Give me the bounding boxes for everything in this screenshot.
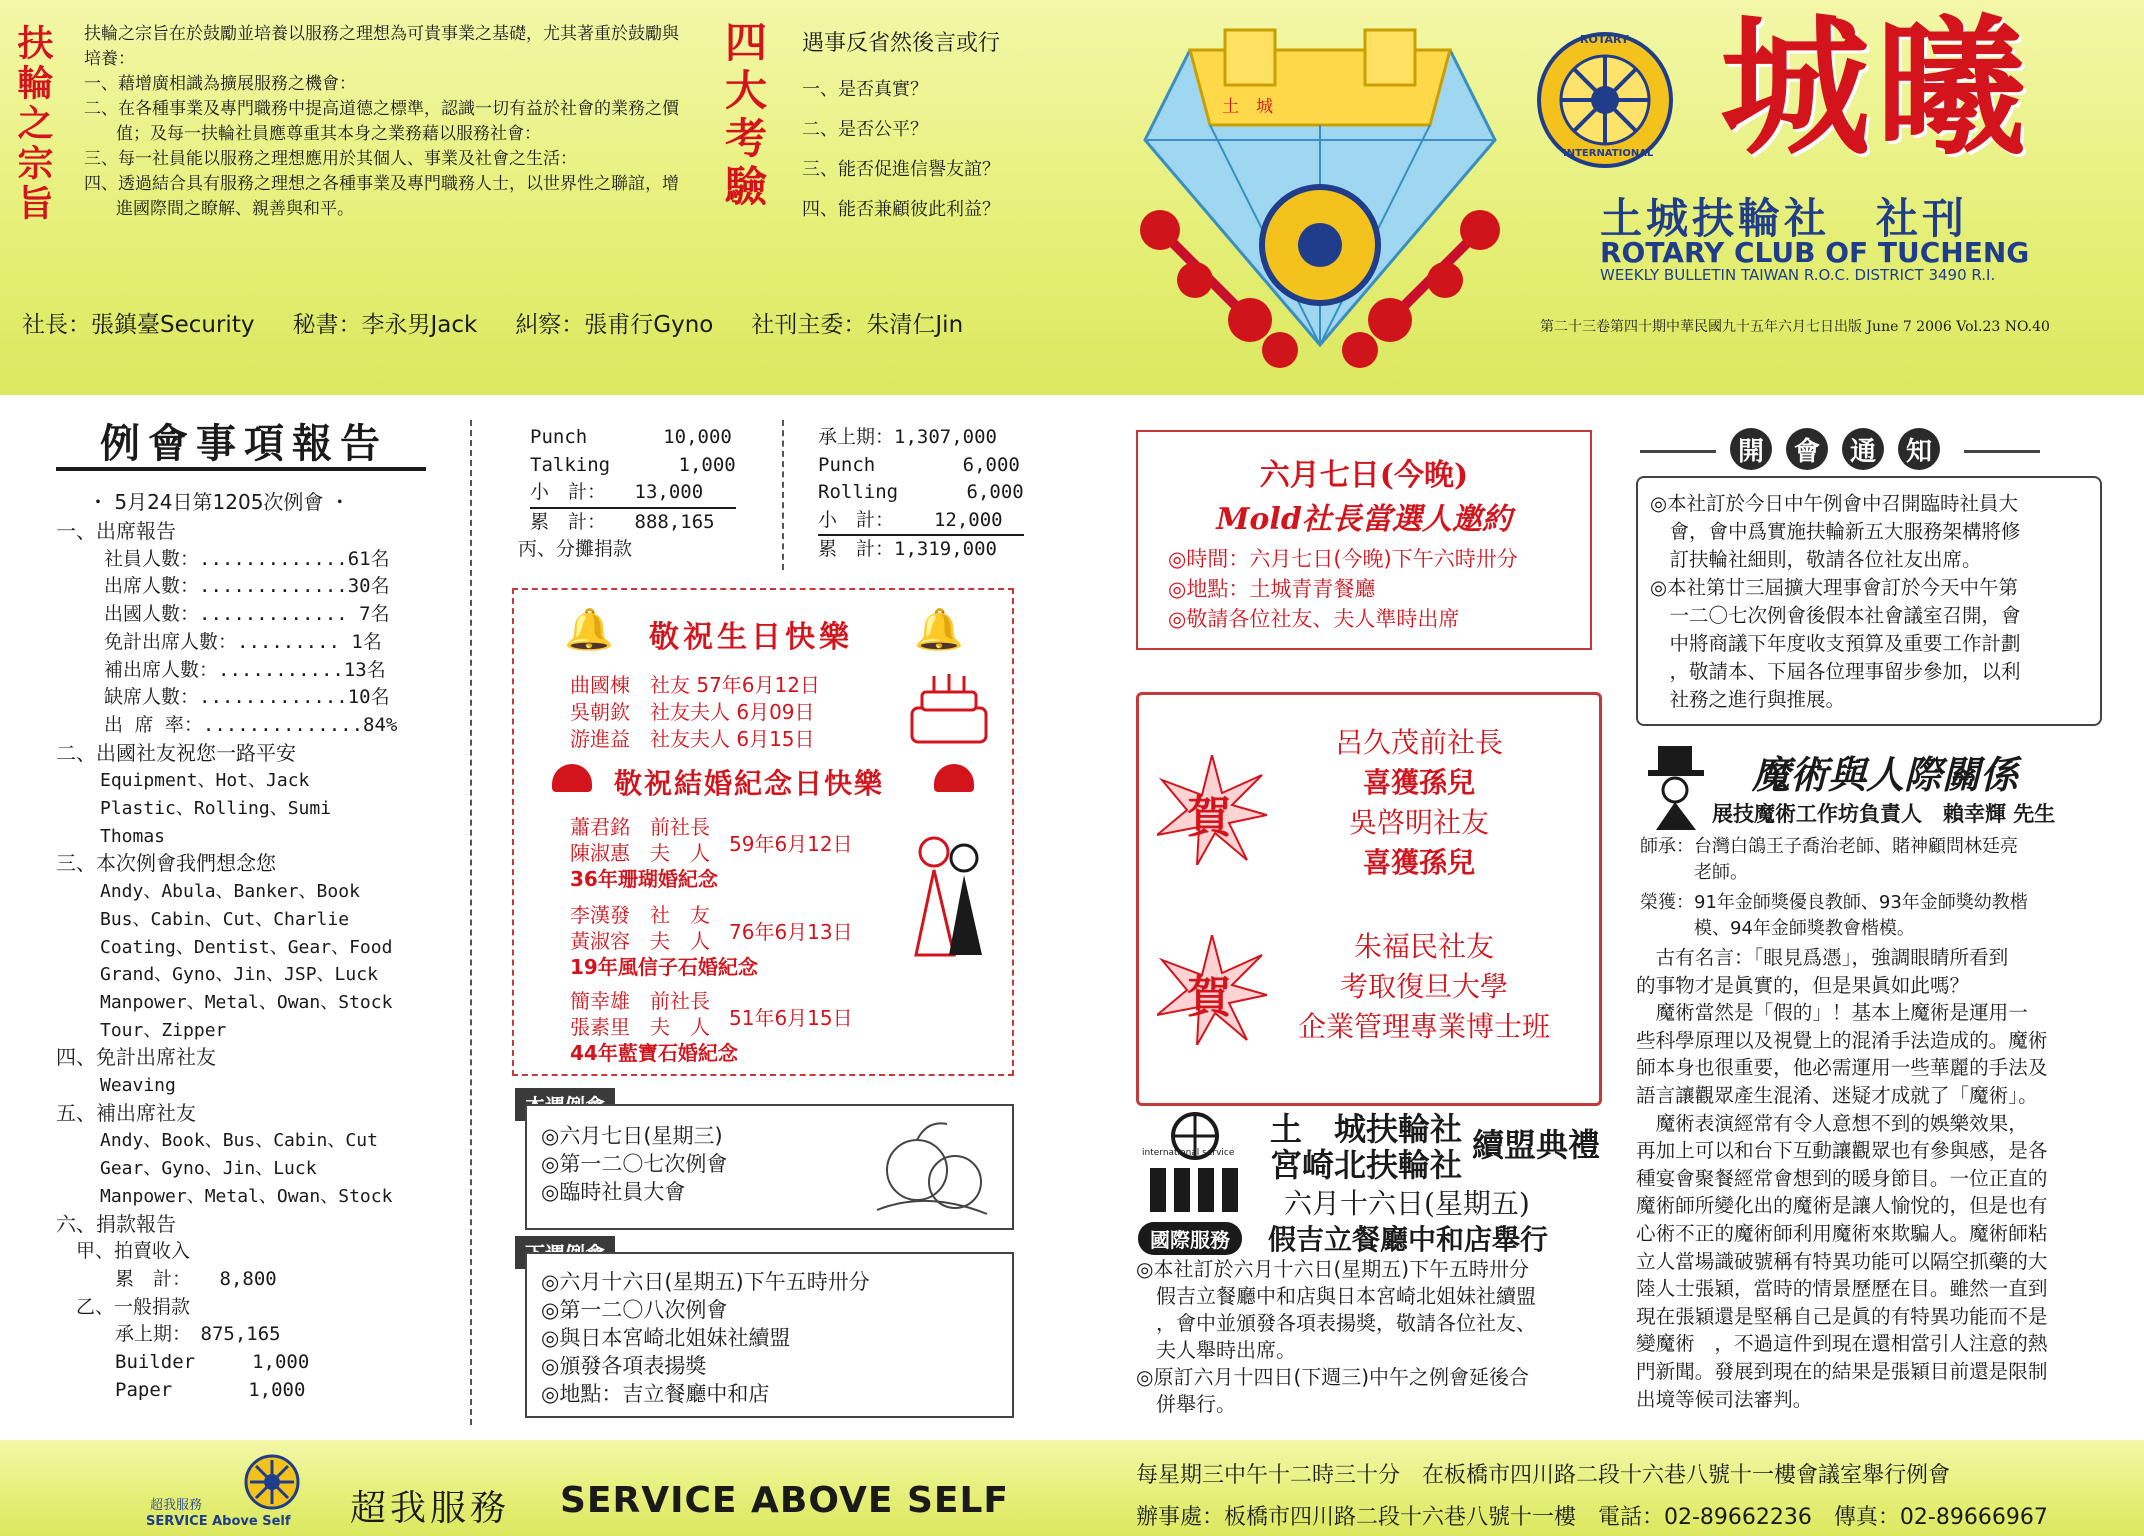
magic-body bbox=[1636, 944, 2047, 1413]
report-meeting: ・ 5月24日第1205次例會 ・ bbox=[88, 490, 350, 514]
masthead-title: 城曦 bbox=[1720, 0, 2033, 176]
report-heading: 三、本次例會我們想念您 bbox=[56, 851, 276, 876]
congrats-line: 朱福民社友 bbox=[1353, 930, 1494, 963]
magic-body-line: 魔術當然是「假的」！基本上魔術是運用一 bbox=[1636, 1001, 2028, 1025]
this-week-list bbox=[541, 1122, 727, 1206]
attendance-row: 免計出席人數：......... 1名 bbox=[104, 630, 382, 653]
report-sections bbox=[56, 518, 456, 1405]
officer-secretary: 秘書：李永男Jack bbox=[292, 312, 478, 338]
donation-row: Builder 1,000 bbox=[96, 1351, 310, 1374]
tenets-title: 扶輪之宗旨 bbox=[12, 24, 53, 224]
member-row: Gear、Gyno、Jin、Luck bbox=[100, 1158, 317, 1180]
anniversary-title: 敬祝結婚紀念日快樂 bbox=[614, 767, 885, 800]
donation-row: Talking 1,000 bbox=[530, 453, 736, 476]
sister-body-line: ◎原訂六月十四日(下週三)中午之例會延後合 bbox=[1136, 1365, 1530, 1389]
tonight-title: 六月七日(今晚) bbox=[1259, 458, 1469, 493]
four-way-item: 一、是否真實？ bbox=[802, 79, 928, 100]
donation-row: 乙、一般捐款 bbox=[76, 1295, 191, 1318]
tonight-list bbox=[1168, 544, 1518, 634]
officer-editor: 社刊主委：朱清仁Jin bbox=[751, 312, 964, 338]
donation-row: Rolling 6,000 bbox=[818, 481, 1024, 503]
tucheng-emblem-icon bbox=[1130, 20, 1510, 380]
attendance-row: 補出席人數：...........13名 bbox=[104, 658, 386, 681]
attendance-row: 缺席人數：.............10名 bbox=[104, 686, 390, 709]
donation-row: Paper 1,000 bbox=[96, 1378, 306, 1401]
anniversary-entry bbox=[570, 814, 718, 892]
notice-line: ◎本社訂於今日中午例會中召開臨時社員大 bbox=[1650, 492, 2019, 515]
column-divider bbox=[782, 420, 784, 570]
four-way-item: 三、能否促進信譽友誼？ bbox=[802, 159, 1000, 180]
member-row: Weaving bbox=[100, 1075, 176, 1097]
congrats-box bbox=[1136, 692, 1602, 1106]
member-list bbox=[56, 1127, 456, 1210]
report-heading: 六、捐款報告 bbox=[56, 1211, 176, 1236]
four-way-test bbox=[802, 26, 1062, 221]
donation-row: 累 計： 8,800 bbox=[96, 1267, 277, 1290]
next-week-item: ◎地點：吉立餐廳中和店 bbox=[541, 1382, 770, 1406]
notice-title-char: 知 bbox=[1898, 428, 1940, 470]
sister-body bbox=[1136, 1256, 1536, 1418]
magic-body-line: 種宴會聚餐經常會想到的暖身節目。一位正直的 bbox=[1636, 1166, 2048, 1190]
anniv-note: 44年藍寶石婚紀念 bbox=[570, 1041, 738, 1065]
donation-row: 承上期： 875,165 bbox=[96, 1323, 281, 1346]
next-week-item: ◎與日本宮崎北姐妹社續盟 bbox=[541, 1326, 791, 1350]
notice-line: 一二〇七次例會後假本社會議室召開，會 bbox=[1650, 604, 2021, 627]
donation-row: 丙、分攤捐款 bbox=[518, 538, 633, 560]
notice-rule bbox=[1640, 450, 1716, 453]
member-list bbox=[56, 1072, 456, 1100]
magic-teacher-line: 師承：台灣白鴿王子喬治老師、賭神顧問林廷亮 bbox=[1640, 836, 2018, 857]
notice-line: 中將商議下年度收支預算及重要工作計劃 bbox=[1650, 632, 2021, 655]
donations-right bbox=[818, 424, 1024, 564]
tenets-item: 三、每一社員能以服務之理想應用於其個人、事業及社會之生活： bbox=[84, 149, 577, 169]
congrats-mark: 賀 bbox=[1187, 792, 1231, 843]
congrats-line: 呂久茂前社長 bbox=[1334, 726, 1503, 759]
cake-icon bbox=[904, 670, 994, 750]
anniv-name: 蕭君銘 前社長 bbox=[570, 815, 710, 839]
tonight-item: ◎時間：六月七日(今晚)下午六時卅分 bbox=[1168, 547, 1518, 571]
magic-body-line: 變魔術 ，不過這件到現在還相當引人注意的熱 bbox=[1636, 1332, 2048, 1356]
member-row: Thomas bbox=[100, 825, 166, 847]
this-week-box bbox=[525, 1104, 1014, 1230]
tenets-item: 四、透過結合具有服務之理想之各種事業及專門職務人士，以世界性之聯誼，增進國際間之瞭解、親善與和平。 bbox=[84, 174, 679, 219]
notice-body bbox=[1650, 490, 2021, 714]
report-heading: 五、補出席社友 bbox=[56, 1100, 196, 1125]
tonight-item: ◎敬請各位社友、夫人準時出席 bbox=[1168, 607, 1460, 631]
congrats-line: 企業管理專業博士班 bbox=[1297, 1010, 1550, 1043]
emblem-label: 土 城 bbox=[1222, 97, 1273, 117]
congrats-line: 吳啓明社友 bbox=[1348, 806, 1489, 839]
logo-text-top: ROTARY bbox=[1580, 33, 1629, 46]
anniv-hat-icon bbox=[934, 764, 974, 792]
sister-line-1: 土 城扶輪社 bbox=[1270, 1110, 1463, 1148]
next-week-item: ◎第一二〇八次例會 bbox=[541, 1298, 728, 1322]
birthday-row: 游進益 社友夫人 6月15日 bbox=[570, 727, 815, 751]
member-row: Equipment、Hot、Jack bbox=[100, 770, 310, 792]
intl-service-zh: 國際服務 bbox=[1138, 1222, 1242, 1255]
magic-teacher-line: 老師。 bbox=[1640, 862, 1748, 883]
column-divider bbox=[470, 420, 472, 1425]
congrats-line: 喜獲孫兒 bbox=[1362, 766, 1475, 799]
anniv-date: 51年6月15日 bbox=[729, 1006, 853, 1030]
tonight-item: ◎地點：土城青青餐廳 bbox=[1168, 577, 1376, 601]
next-week-list bbox=[541, 1268, 870, 1408]
notice-title-char: 通 bbox=[1842, 428, 1884, 470]
footer-motto-en: SERVICE ABOVE SELF bbox=[560, 1480, 1010, 1521]
birthday-box bbox=[512, 588, 1014, 1076]
next-week-item: ◎頒發各項表揚獎 bbox=[541, 1354, 707, 1378]
notice-line: 訂扶輪社細則，敬請各位社友出席。 bbox=[1650, 548, 1982, 571]
footer-motto-zh: 超我服務 bbox=[350, 1488, 511, 1529]
magic-body-line: 陸人士張穎，當時的情景歷歷在目。雖然一直到 bbox=[1636, 1277, 2048, 1301]
member-row: Grand、Gyno、Jin、JSP、Luck bbox=[100, 964, 378, 986]
donation-list bbox=[56, 1238, 456, 1404]
club-sub-en: WEEKLY BULLETIN TAIWAN R.O.C. DISTRICT 3490 R.I. bbox=[1600, 266, 1996, 284]
magic-body-line: 魔術師所變化出的魔術是讓人愉悅的，但是也有 bbox=[1636, 1194, 2048, 1218]
footer-small-en: SERVICE Above Self bbox=[146, 1514, 291, 1529]
tenets-item: 一、藉增廣相識為擴展服務之機會： bbox=[84, 74, 356, 94]
officer-sergeant: 糾察：張甫行Gyno bbox=[515, 312, 714, 338]
notice-title-char: 會 bbox=[1786, 428, 1828, 470]
magic-body-line: 師本身也很重要，他必需運用一些華麗的手法及 bbox=[1636, 1056, 2048, 1080]
birthday-row: 吳朝欽 社友夫人 6月09日 bbox=[570, 700, 815, 724]
attendance-row: 出國人數：............. 7名 bbox=[104, 603, 390, 626]
notice-title bbox=[1730, 428, 1940, 470]
anniv-note: 36年珊瑚婚紀念 bbox=[570, 867, 718, 891]
notice-line: ◎本社第廿三屆擴大理事會訂於今天中午第 bbox=[1650, 576, 2019, 599]
anniv-hat-icon bbox=[552, 764, 592, 792]
issue-line: 第二十三卷第四十期中華民國九十五年六月七日出版 June 7 2006 Vol.23 NO.40 bbox=[1540, 319, 2050, 335]
magic-body-line: 的事物才是眞實的，但是果眞如此嗎？ bbox=[1636, 973, 1970, 997]
member-row: Tour、Zipper bbox=[100, 1019, 227, 1041]
attendance-row: 出 席 率：..............84% bbox=[104, 713, 398, 736]
member-row: Plastic、Rolling、Sumi bbox=[100, 798, 332, 820]
birthday-title: 敬祝生日快樂 bbox=[649, 620, 853, 655]
tenets-text bbox=[84, 22, 684, 222]
sister-side: 續盟典禮 bbox=[1472, 1126, 1601, 1164]
magic-honors-line: 模、94年金師獎教會楷模。 bbox=[1640, 918, 1915, 939]
magic-body-line: 語言讓觀眾產生混淆、迷疑才成就了「魔術」。 bbox=[1636, 1083, 2038, 1107]
anniv-name: 李漢發 社 友 bbox=[570, 903, 710, 927]
sister-body-line: ◎本社訂於六月十六日(星期五)下午五時卅分 bbox=[1136, 1257, 1530, 1281]
magic-body-line: 些科學原理以及視覺上的混淆手法造成的。魔術 bbox=[1636, 1028, 2048, 1052]
notice-line: 社務之進行與推展。 bbox=[1650, 688, 1846, 711]
anniversary-entry bbox=[570, 988, 738, 1066]
four-way-item: 四、能否兼顧彼此利益？ bbox=[802, 199, 1000, 220]
footer-small-label: 超我服務 bbox=[150, 1498, 203, 1513]
member-row: Manpower、Metal、Owan、Stock bbox=[100, 1185, 393, 1207]
rotary-wheel-small-icon bbox=[244, 1454, 300, 1510]
magic-body-line: 出境等候司法審判。 bbox=[1636, 1387, 1813, 1411]
intl-service-label: international service bbox=[1142, 1148, 1235, 1158]
donation-row: 累 計： 888,165 bbox=[530, 510, 715, 533]
member-row: Bus、Cabin、Cut、Charlie bbox=[100, 908, 350, 930]
club-name-zh: 土城扶輪社 社刊 bbox=[1600, 194, 1969, 243]
tonight-subtitle: Mold社長當選人邀約 bbox=[1216, 502, 1512, 537]
donation-row: Punch 6,000 bbox=[818, 453, 1020, 476]
congrats-block-1 bbox=[1259, 723, 1579, 883]
fruit-sketch-icon bbox=[867, 1110, 997, 1222]
notice-box bbox=[1636, 476, 2102, 726]
report-title: 例會事項報告 bbox=[100, 420, 388, 467]
anniv-note: 19年風信子石婚紀念 bbox=[570, 955, 758, 979]
notice-line: 會，會中爲實施扶輪新五大服務架構將修 bbox=[1650, 520, 2021, 543]
sister-body-line: 夫人舉時出席。 bbox=[1136, 1338, 1296, 1362]
anniv-date: 76年6月13日 bbox=[729, 920, 853, 944]
four-way-intro: 遇事反省然後言或行 bbox=[802, 31, 1001, 56]
anniv-name: 張素里 夫 人 bbox=[570, 1015, 710, 1039]
anniv-date: 59年6月12日 bbox=[729, 832, 853, 856]
couple-icon bbox=[904, 830, 994, 960]
member-list bbox=[56, 767, 456, 850]
member-row: Andy、Abula、Banker、Book bbox=[100, 881, 360, 903]
club-name-en: ROTARY CLUB OF TUCHENG bbox=[1600, 236, 2030, 269]
congrats-mark: 賀 bbox=[1187, 972, 1231, 1023]
notice-rule bbox=[1964, 450, 2040, 453]
member-row: Andy、Book、Bus、Cabin、Cut bbox=[100, 1130, 378, 1152]
magic-body-line: 心術不正的魔術師利用魔術來欺騙人。魔術師粘 bbox=[1636, 1221, 2048, 1245]
notice-line: ，敬請本、下屆各位理事留步參加，以利 bbox=[1650, 660, 2021, 683]
four-way-title: 四大考驗 bbox=[719, 20, 768, 212]
this-week-item: ◎臨時社員大會 bbox=[541, 1180, 686, 1204]
sister-line-2: 宮崎北扶輪社 bbox=[1270, 1146, 1463, 1184]
tenets-intro: 扶輪之宗旨在於鼓勵並培養以服務之理想為可貴事業之基礎，尤其著重於鼓勵與培養： bbox=[84, 24, 679, 69]
magic-byline: 展技魔術工作坊負責人 賴幸輝 先生 bbox=[1712, 802, 2056, 826]
magic-body-line: 再加上可以和台下互動讓觀眾也有參與感，是各 bbox=[1636, 1139, 2048, 1163]
magic-body-line: 門新聞。發展到現在的結果是張穎目前還是限制 bbox=[1636, 1359, 2048, 1383]
magic-honors bbox=[1640, 890, 2028, 942]
report-heading: 二、出國社友祝您一路平安 bbox=[56, 740, 296, 765]
next-week-box bbox=[525, 1252, 1014, 1418]
magic-title: 魔術與人際關係 bbox=[1752, 752, 2019, 797]
sister-venue: 假吉立餐廳中和店舉行 bbox=[1268, 1223, 1549, 1256]
tonight-box bbox=[1136, 430, 1592, 650]
footer-office-line: 辦事處：板橋市四川路二段十六巷八號十一樓 電話：02-89662236 傳真：02-89666967 bbox=[1136, 1505, 2048, 1530]
magic-teacher bbox=[1640, 834, 2018, 886]
tenets-item: 二、在各種事業及專門職務中提高道德之標準，認識一切有益於社會的業務之價值；及每一扶輪社員應尊重其本身之業務藉以服務社會： bbox=[84, 99, 679, 144]
magic-body-line: 立人當場識破號稱有特異功能可以隔空抓藥的大 bbox=[1636, 1249, 2048, 1273]
magician-icon bbox=[1644, 744, 1714, 832]
officers-row bbox=[22, 306, 1122, 339]
attendance-row: 出席人數：.............30名 bbox=[104, 575, 390, 598]
report-title-rule bbox=[56, 467, 426, 471]
donation-row: 累 計：1,319,000 bbox=[818, 538, 997, 560]
donation-row: 甲、拍賣收入 bbox=[76, 1240, 191, 1263]
member-row: Manpower、Metal、Owan、Stock bbox=[100, 991, 393, 1013]
anniv-name: 陳淑惠 夫 人 bbox=[570, 841, 710, 865]
magic-body-line: 現在張穎還是堅稱自己是眞的有特異功能而不是 bbox=[1636, 1304, 2048, 1328]
anniv-name: 簡幸雄 前社長 bbox=[570, 989, 710, 1013]
this-week-item: ◎六月七日(星期三) bbox=[541, 1124, 723, 1148]
magic-body-line: 魔術表演經常有令人意想不到的娛樂效果， bbox=[1636, 1111, 2028, 1135]
sister-body-line: 併舉行。 bbox=[1136, 1392, 1236, 1416]
donations-mid bbox=[518, 424, 736, 564]
officer-president: 社長：張鎮臺Security bbox=[22, 312, 255, 338]
bell-icon: 🔔 bbox=[914, 607, 964, 653]
donation-row: 小 計： 13,000 bbox=[530, 479, 736, 509]
sister-body-line: ，會中並頒發各項表揚獎，敬請各位社友、 bbox=[1136, 1311, 1536, 1335]
magic-body-line: 古有名言：「眼見爲憑」，強調眼睛所看到 bbox=[1636, 946, 2009, 969]
international-service-icon bbox=[1140, 1108, 1250, 1218]
donation-row: 小 計： 12,000 bbox=[818, 507, 1024, 537]
sister-date: 六月十六日(星期五) bbox=[1284, 1187, 1530, 1220]
congrats-block-2 bbox=[1259, 927, 1589, 1047]
footer-meeting-line: 每星期三中午十二時三十分 在板橋市四川路二段十六巷八號十一樓會議室舉行例會 bbox=[1136, 1463, 1951, 1488]
report-heading: 一、出席報告 bbox=[56, 519, 176, 543]
congrats-line: 喜獲孫兒 bbox=[1362, 846, 1475, 879]
attendance-row: 社員人數：.............61名 bbox=[104, 547, 390, 570]
donation-row: Punch 10,000 bbox=[530, 426, 732, 448]
birthday-row: 曲國棟 社友 57年6月12日 bbox=[570, 673, 820, 697]
member-list bbox=[56, 878, 456, 1044]
notice-title-char: 開 bbox=[1730, 428, 1772, 470]
member-row: Coating、Dentist、Gear、Food bbox=[100, 936, 393, 958]
bell-icon: 🔔 bbox=[564, 607, 614, 653]
attendance-list bbox=[56, 546, 456, 740]
four-way-item: 二、是否公平？ bbox=[802, 119, 928, 140]
donation-row: 承上期：1,307,000 bbox=[818, 426, 997, 448]
magic-honors-line: 榮獲：91年金師獎優良教師、93年金師獎幼教楷 bbox=[1640, 892, 2028, 913]
congrats-line: 考取復旦大學 bbox=[1339, 970, 1508, 1003]
birthday-list bbox=[570, 672, 820, 753]
report-heading: 四、免計出席社友 bbox=[56, 1045, 216, 1070]
sister-body-line: 假吉立餐廳中和店與日本宮崎北姐妹社續盟 bbox=[1136, 1284, 1536, 1308]
next-week-item: ◎六月十六日(星期五)下午五時卅分 bbox=[541, 1270, 870, 1294]
logo-text-bottom: INTERNATIONAL bbox=[1563, 148, 1654, 159]
this-week-item: ◎第一二〇七次例會 bbox=[541, 1152, 728, 1176]
anniv-name: 黃淑容 夫 人 bbox=[570, 929, 710, 953]
